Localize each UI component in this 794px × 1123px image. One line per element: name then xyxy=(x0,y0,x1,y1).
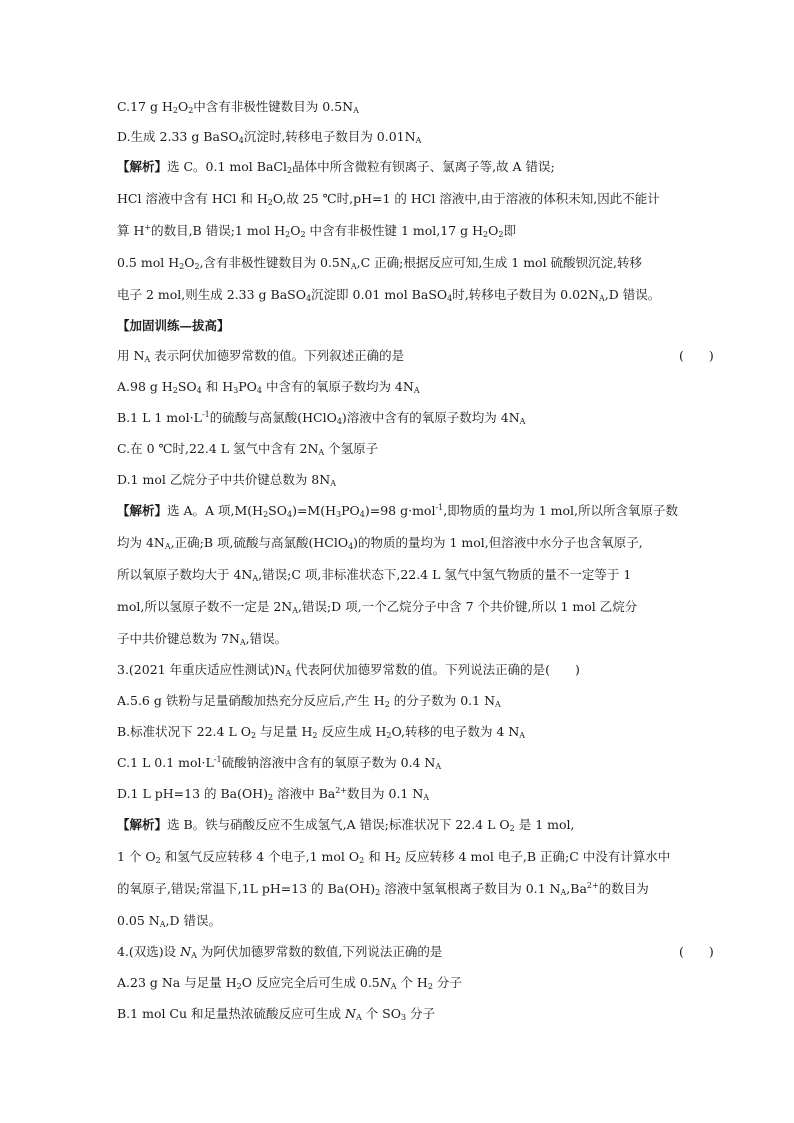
text-line: 0.5 mol $H_2O_2$,含有非极性键数目为 $0.5N_A,C$ 正确;根据反应可知,生成 1 mol 硫酸钡沉淀,转移 xyxy=(117,255,643,271)
text-line: 用 $N_A$ 表示阿伏加德罗常数的值。下列叙述正确的是 xyxy=(117,348,405,364)
text-line: 【解析】选 A。A 项$,M(H_2SO_4)=M(H_3PO_4)=98$ g·mol$^{-1}$,即物质的量均为 1 mol,所以所含氧原子数 xyxy=(117,503,678,519)
text-line: B.1 L 1 $mol\cdot L^{-1}$的硫酸与高氯酸(HClO$_4$)溶液中含有的氧原子数均为 $4N_A$ xyxy=(117,410,526,426)
text-line: 4.(双选)设 $N_A$ 为阿伏加德罗常数的数值,下列说法正确的是 xyxy=(117,944,443,960)
text-line: C.在 0 ℃时,22.4 L 氢气中含有 $2N_A$ 个氢原子 xyxy=(117,441,379,457)
text-line: 均为 $4N_A$,正确;B 项,硫酸与高氯酸(HClO$_4$)的物质的量均为 1 mol,但溶液中水分子也含氧原子, xyxy=(117,535,643,551)
text-line: 3.(2021 年重庆适应性测试)$N_A$ 代表阿伏加德罗常数的值。下列说法正确的是( ) xyxy=(117,662,580,678)
text-line: HCl 溶液中含有 HCl 和 $H_2O$,故 25 ℃时,pH=1 的 HCl 溶液中,由于溶液的体积未知,因此不能计 xyxy=(117,191,660,207)
text-line: 所以氧原子数均大于 $4N_A$,错误;C 项,非标准状态下,22.4 L 氢气中氢气物质的量不一定等于 1 xyxy=(117,567,632,583)
text-line: C.17 g $H_2O_2$中含有非极性键数目为 $0.5N_A$ xyxy=(117,99,359,115)
text-line: D.1 mol 乙烷分子中共价键总数为 $8N_A$ xyxy=(117,472,336,488)
text-line: 【解析】选 B。铁与硝酸反应不生成氢气,A 错误;标准状况下 22.4 L $O_2$ 是 1 mol, xyxy=(117,817,575,833)
answer-parentheses: ( ) xyxy=(679,348,714,363)
text-line: A.23 g Na 与足量 $H_2O$ 反应完全后可生成 $0.5N_A$ 个 $H_2$ 分子 xyxy=(117,975,462,991)
text-line: D.1 L pH=13 的 $Ba(OH)_2$ 溶液中 $Ba^{2+}$数目为 0.1 $N_A$ xyxy=(117,786,430,802)
text-line: 1 个 $O_2$ 和氢气反应转移 4 个电子,1 mol $O_2$ 和 $H_2$ 反应转移 4 mol 电子,B 正确;C 中没有计算水中 xyxy=(117,849,671,865)
text-line: mol,所以氢原子数不一定是 $2N_A$,错误;D 项,一个乙烷分子中含 7 个共价键,所以 1 mol 乙烷分 xyxy=(117,599,638,615)
text-line: B.1 mol Cu 和足量热浓硫酸反应可生成 $N_A$ 个 $SO_3$ 分子 xyxy=(117,1006,436,1022)
text-line: C.1 L 0.1 $mol\cdot L^{-1}$硫酸钠溶液中含有的氧原子数为 0.4 $N_A$ xyxy=(117,755,442,771)
text-line: 【解析】选 C。0.1 mol BaCl$_2$晶体中所含微粒有钡离子、氯离子等,故 A 错误; xyxy=(117,159,555,175)
text-line: 电子 2 mol,则生成 2.33 g BaSO$_4$沉淀即 0.01 mol BaSO$_4$时,转移电子数目为 $0.02N_A,D$ 错误。 xyxy=(117,287,661,303)
text-line: A.98 g $H_2SO_4$ 和 $H_3PO_4$ 中含有的氧原子数均为 $4N_A$ xyxy=(117,379,420,395)
text-line: 算 H+的数目,B 错误;1 mol $H_2O_2$ 中含有非极性键 1 mol,17 g $H_2O_2$即 xyxy=(117,223,516,239)
text-line: D.生成 2.33 g BaSO$_4$沉淀时,转移电子数目为 $0.01N_A$ xyxy=(117,129,422,145)
text-line: 【加固训练—拔高】 xyxy=(117,318,230,333)
text-line: A.5.6 g 铁粉与足量硝酸加热充分反应后,产生 $H_2$ 的分子数为 0.1 $N_A$ xyxy=(117,693,501,709)
text-line: 的氧原子,错误;常温下,1L pH=13 的 $Ba(OH)_2$ 溶液中氢氧根离子数目为 0.1 $N_A,Ba^{2+}$的数目为 xyxy=(117,881,649,897)
answer-parentheses: ( ) xyxy=(679,944,714,959)
text-line: 0.05 $N_A,D$ 错误。 xyxy=(117,913,222,929)
text-line: 子中共价键总数为 $7N_A$,错误。 xyxy=(117,631,288,647)
text-line: B.标准状况下 22.4 L $O_2$ 与足量 $H_2$ 反应生成 $H_2O$,转移的电子数为 4 $N_A$ xyxy=(117,724,526,740)
